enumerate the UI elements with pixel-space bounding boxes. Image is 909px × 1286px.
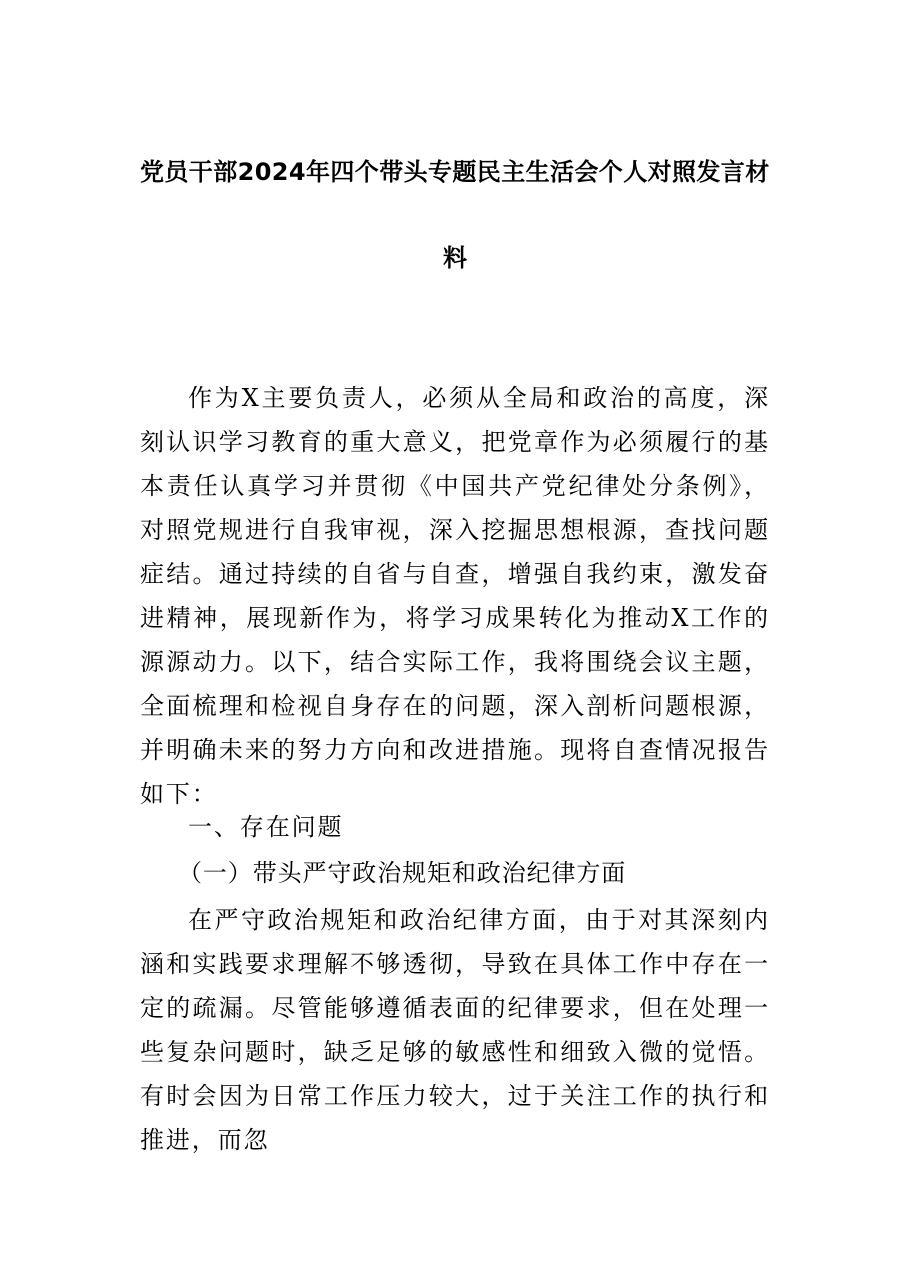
section-heading: 一、存在问题 bbox=[188, 813, 344, 841]
document-title-line2: 料 bbox=[443, 244, 467, 272]
subsection-heading: （一）带头严守政治规矩和政治纪律方面 bbox=[178, 859, 627, 887]
body-paragraph: 在严守政治规矩和政治纪律方面，由于对其深刻内涵和实践要求理解不够透彻，导致在具体工作中存在一定的疏漏。尽管能够遵循表面的纪律要求，但在处理一些复杂问题时，缺乏足够的敏感性和细致入微的觉悟。有时会因为日常工作压力较大，过于关注工作的执行和推进，而忽 bbox=[140, 906, 770, 1154]
document-title-line1: 党员干部2024年四个带头专题民主生活会个人对照发言材 bbox=[140, 158, 770, 186]
intro-paragraph: 作为X主要负责人，必须从全局和政治的高度，深刻认识学习教育的重大意义，把党章作为必须履行的基本责任认真学习并贯彻《中国共产党纪律处分条例》，对照党规进行自我审视，深入挖掘思想根源，查找问题症结。通过持续的自省与自查，增强自我约束，激发奋进精神，展现新作为，将学习成果转化为推动X工作的源源动力。以下，结合实际工作，我将围绕会议主题，全面梳理和检视自身存在的问题，深入剖析问题根源，并明确未来的努力方向和改进措施。现将自查情况报告如下： bbox=[140, 384, 770, 808]
